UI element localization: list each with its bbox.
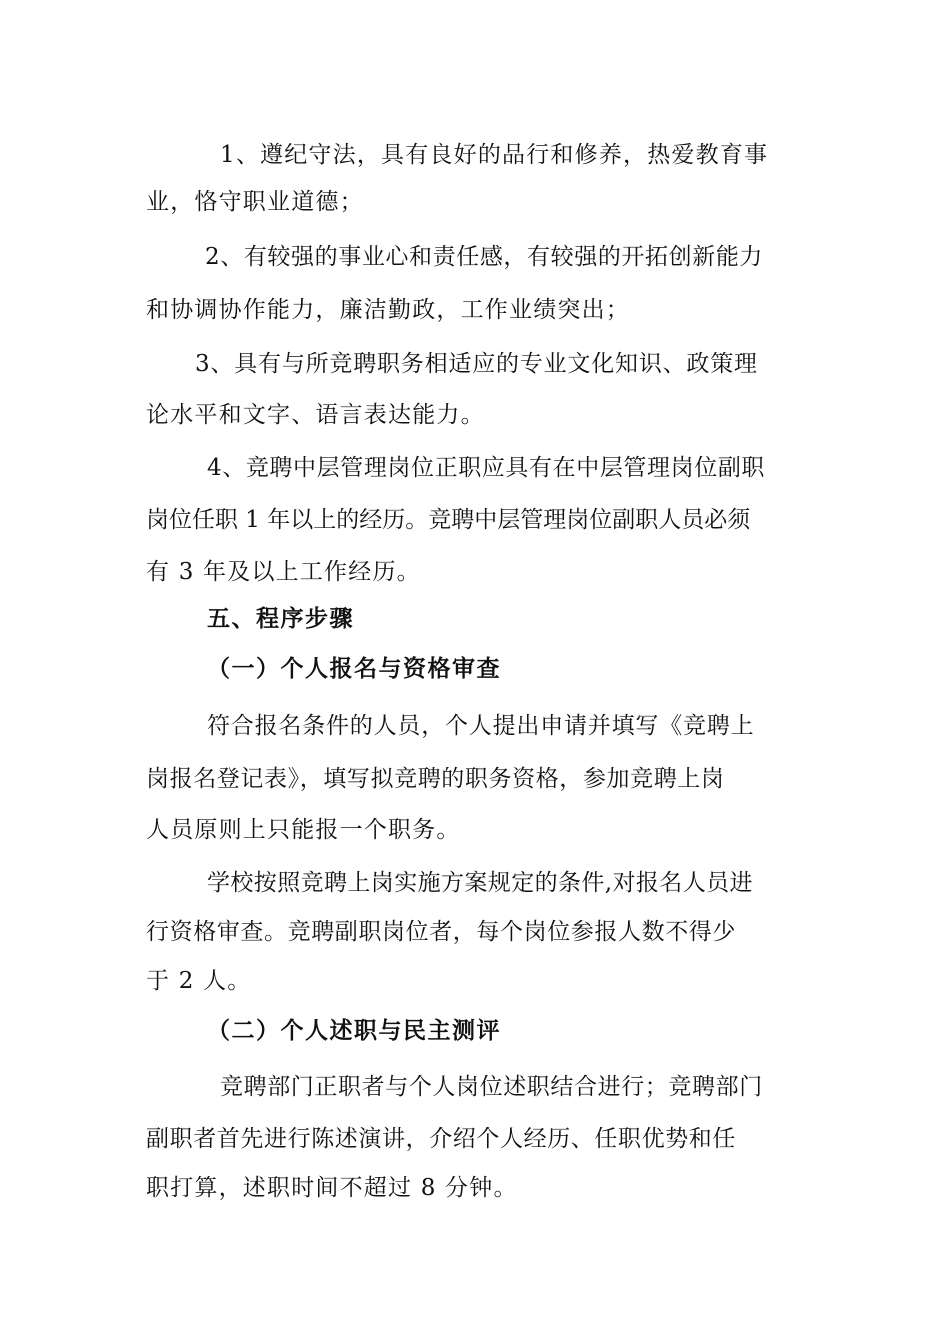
section-heading-procedure: 五、程序步骤 <box>207 606 354 632</box>
req-1-line-1: 1、遵纪守法，具有良好的品行和修养，热爱教育事 <box>220 142 769 168</box>
req-4-line-2: 岗位任职 1 年以上的经历。竞聘中层管理岗位副职人员必须 <box>146 507 751 533</box>
req-4-line-1: 4、竞聘中层管理岗位正职应具有在中层管理岗位副职 <box>207 455 766 481</box>
qualification-line-2: 行资格审查。竞聘副职岗位者，每个岗位参报人数不得少 <box>146 919 736 945</box>
report-line-2: 副职者首先进行陈述演讲，介绍个人经历、任职优势和任 <box>146 1126 736 1152</box>
req-3-line-1: 3、具有与所竞聘职务相适应的专业文化知识、政策理 <box>195 351 758 377</box>
registration-line-1: 符合报名条件的人员，个人提出申请并填写《竞聘上 <box>207 713 755 739</box>
registration-line-2: 岗报名登记表》，填写拟竞聘的职务资格，参加竞聘上岗 <box>146 766 725 792</box>
qualification-line-1: 学校按照竞聘上岗实施方案规定的条件,对报名人员进 <box>207 870 753 896</box>
report-line-1: 竞聘部门正职者与个人岗位述职结合进行；竞聘部门 <box>220 1074 763 1100</box>
req-2-line-2: 和协调协作能力，廉洁勤政，工作业绩突出； <box>146 297 630 323</box>
subsection-heading-report: （二）个人述职与民主测评 <box>207 1018 501 1044</box>
qualification-line-3: 于 2 人。 <box>146 968 252 994</box>
report-line-3: 职打算，述职时间不超过 8 分钟。 <box>146 1175 518 1201</box>
req-2-line-1: 2、有较强的事业心和责任感，有较强的开拓创新能力 <box>205 244 764 270</box>
registration-line-3: 人员原则上只能报一个职务。 <box>146 817 461 843</box>
req-4-line-3: 有 3 年及以上工作经历。 <box>146 559 421 585</box>
req-1-line-2: 业，恪守职业道德； <box>146 189 364 215</box>
req-3-line-2: 论水平和文字、语言表达能力。 <box>146 402 485 428</box>
subsection-heading-registration: （一）个人报名与资格审查 <box>207 656 501 682</box>
